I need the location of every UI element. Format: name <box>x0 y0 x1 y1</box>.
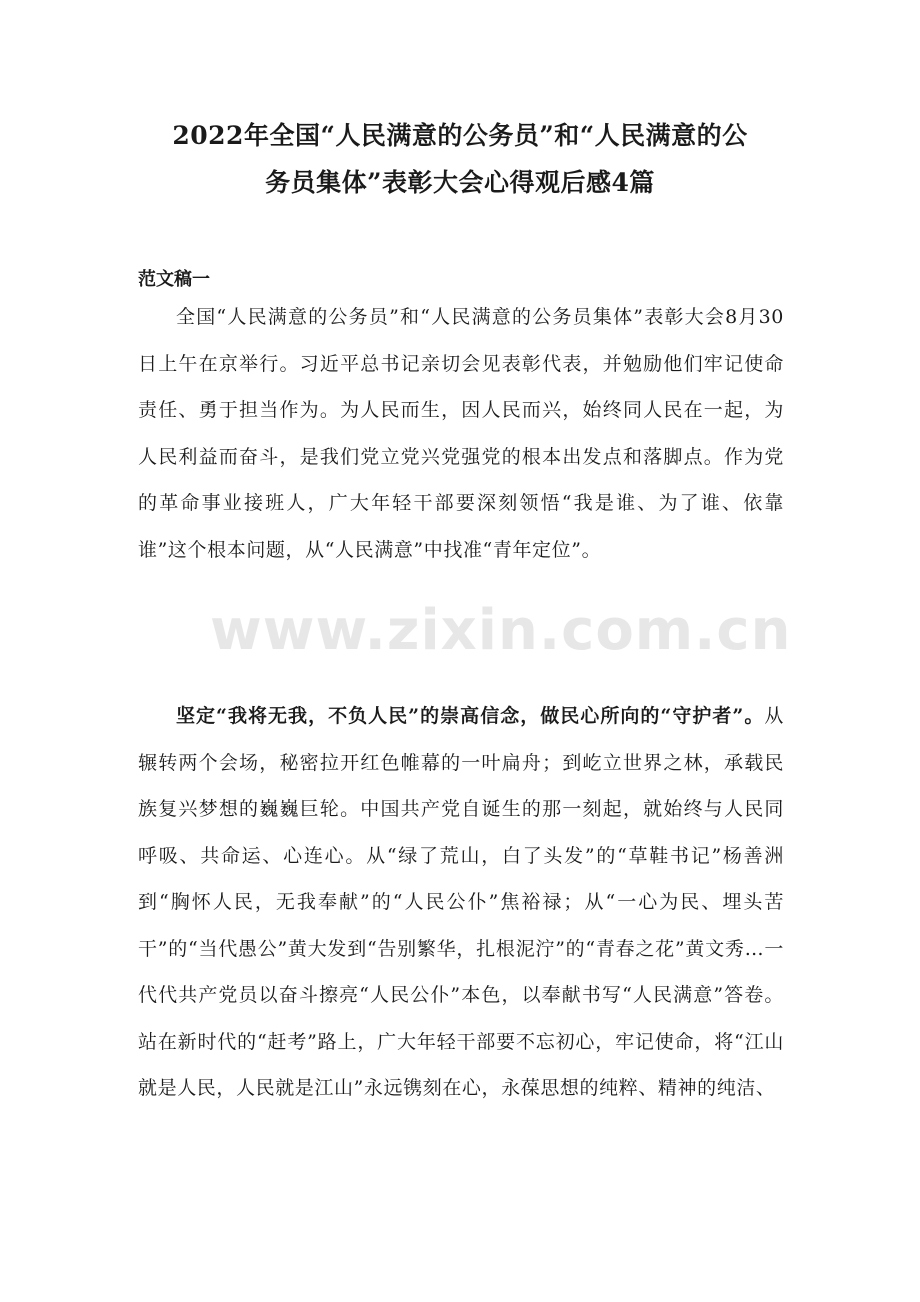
paragraph-1: 全国“人民满意的公务员”和“人民满意的公务员集体”表彰大会8月30日上午在京举行。习近平总书记亲切会见表彰代表，并勉励他们牢记使命责任、勇于担当作为。为人民而生，因人民而兴，始终同人民在一起，为人民利益而奋斗，是我们党立党兴党强党的根本出发点和落脚点。作为党的革命事业接班人，广大年轻干部要深刻领悟“我是谁、为了谁、依靠谁”这个根本问题，从“人民满意”中找准“青年定位”。 <box>138 306 784 561</box>
watermark: www.zixin.com.cn <box>210 598 792 663</box>
paragraph-2-lead: 坚定“我将无我，不负人民”的崇高信念，做民心所向的“守护者”。 <box>176 705 765 727</box>
title-line-2: 务员集体”表彰大会心得观后感4篇 <box>265 168 655 197</box>
document-title <box>110 112 810 206</box>
paragraph-2 <box>138 693 784 1112</box>
section-heading: 范文稿一 <box>138 269 210 290</box>
title-line-1: 2022年全国“人民满意的公务员”和“人民满意的公 <box>172 121 748 150</box>
paragraph-2-body: 从辗转两个会场，秘密拉开红色帷幕的一叶扁舟；到屹立世界之林，承载民族复兴梦想的巍巍巨轮。中国共产党自诞生的那一刻起，就始终与人民同呼吸、共命运、心连心。从“绿了荒山，白了头发”的“草鞋书记”杨善洲到“胸怀人民，无我奉献”的“人民公仆”焦裕禄；从“一心为民、埋头苦干”的“当代愚公”黄大发到“告别繁华，扎根泥泞”的“青春之花”黄文秀…一代代共产党员以奋斗擦亮“人民公仆”本色，以奉献书写“人民满意”答卷。站在新时代的“赶考”路上，广大年轻干部要不忘初心，牢记使命，将“江山就是人民，人民就是江山”永远镌刻在心，永葆思想的纯粹、精神的纯洁、 <box>138 705 784 1099</box>
